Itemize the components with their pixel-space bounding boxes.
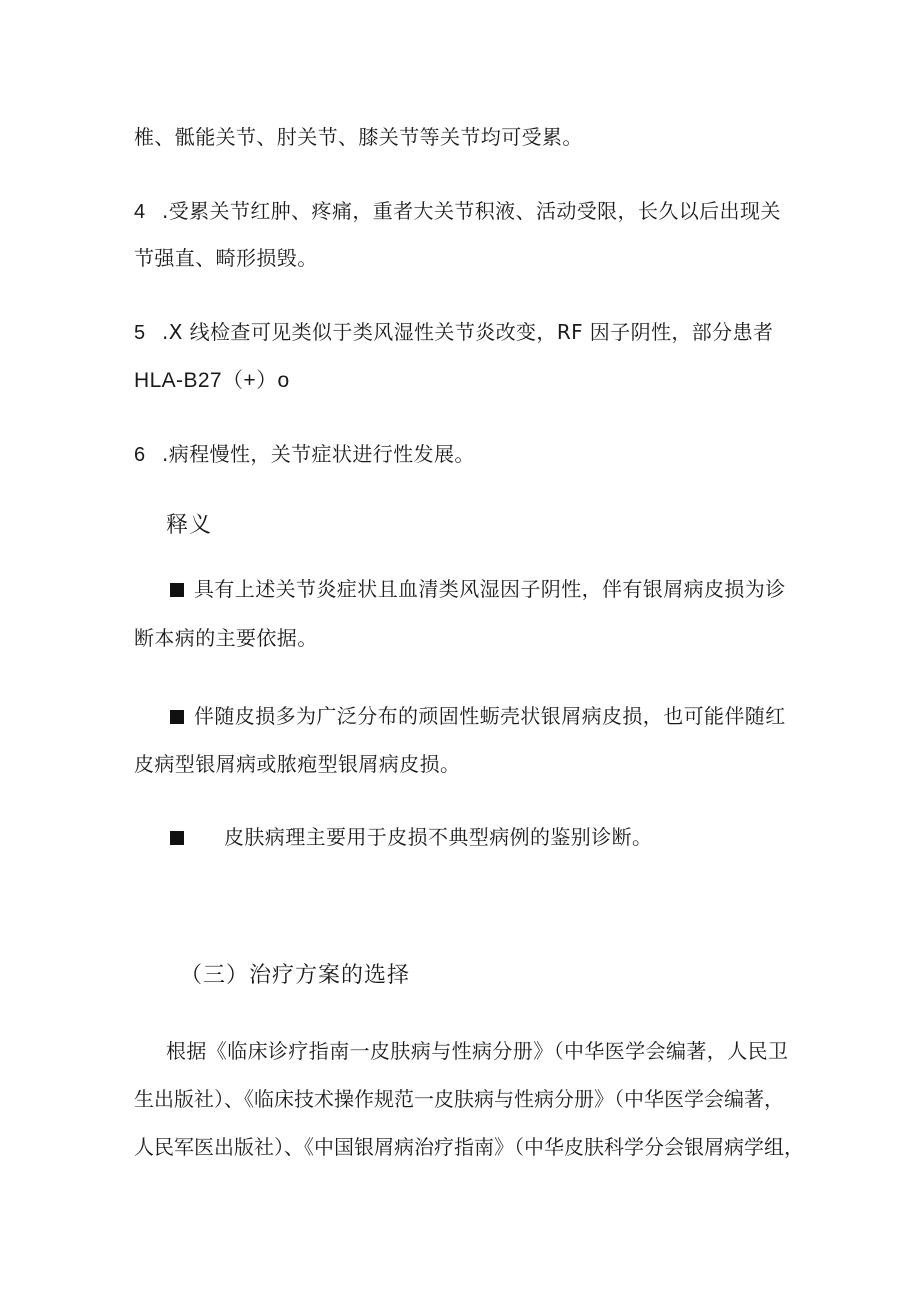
- bullet-item: [170, 575, 786, 603]
- bullet-item: [170, 823, 652, 851]
- paragraph-line: 生出版社）、《临床技术操作规范一皮肤病与性病分册》（中华医学会编著，: [134, 1087, 784, 1111]
- bullet-continuation: 断本病的主要依据。: [134, 626, 318, 650]
- bullet-text: 伴随皮损多为广泛分布的顽固性蛎壳状银屑病皮损，也可能伴随红: [194, 704, 786, 728]
- list-number: 4: [134, 201, 146, 223]
- text-line: 椎、骶能关节、肘关节、膝关节等关节均可受累。: [134, 125, 583, 149]
- list-item-continuation: 节强直、畸形损毁。: [134, 246, 318, 270]
- list-number: 5: [134, 322, 146, 344]
- list-item-text: .病程慢性，关节症状进行性发展。: [162, 442, 475, 466]
- paragraph-line: 人民军医出版社）、《中国银屑病治疗指南》（中华皮肤科学分会银屑病学组，: [134, 1135, 804, 1159]
- square-bullet-icon: [170, 710, 184, 724]
- list-number: 6: [134, 444, 146, 466]
- list-item-4: [134, 197, 781, 226]
- bullet-item: [170, 702, 786, 730]
- section-heading: （三）治疗方案的选择: [180, 963, 411, 988]
- list-item-text: .受累关节红肿、疼痛，重者大关节积液、活动受限，长久以后出现关: [162, 199, 781, 223]
- square-bullet-icon: [170, 831, 184, 845]
- list-item-text: .X 线检查可见类似于类风湿性关节炎改变，RF 因子阴性，部分患者: [162, 320, 774, 344]
- list-item-5: [134, 318, 773, 347]
- square-bullet-icon: [170, 583, 184, 597]
- list-item-continuation: HLA-B27（+）o: [134, 369, 290, 392]
- bullet-text: 具有上述关节炎症状且血清类风湿因子阴性，伴有银屑病皮损为诊: [194, 577, 786, 601]
- explanation-heading: 释义: [166, 513, 213, 538]
- list-item-6: [134, 440, 475, 469]
- paragraph-line: 根据《临床诊疗指南一皮肤病与性病分册》（中华医学会编著，人民卫: [166, 1039, 789, 1063]
- bullet-continuation: 皮病型银屑病或脓疱型银屑病皮损。: [134, 752, 461, 776]
- bullet-text: 皮肤病理主要用于皮损不典型病例的鉴别诊断。: [224, 825, 653, 849]
